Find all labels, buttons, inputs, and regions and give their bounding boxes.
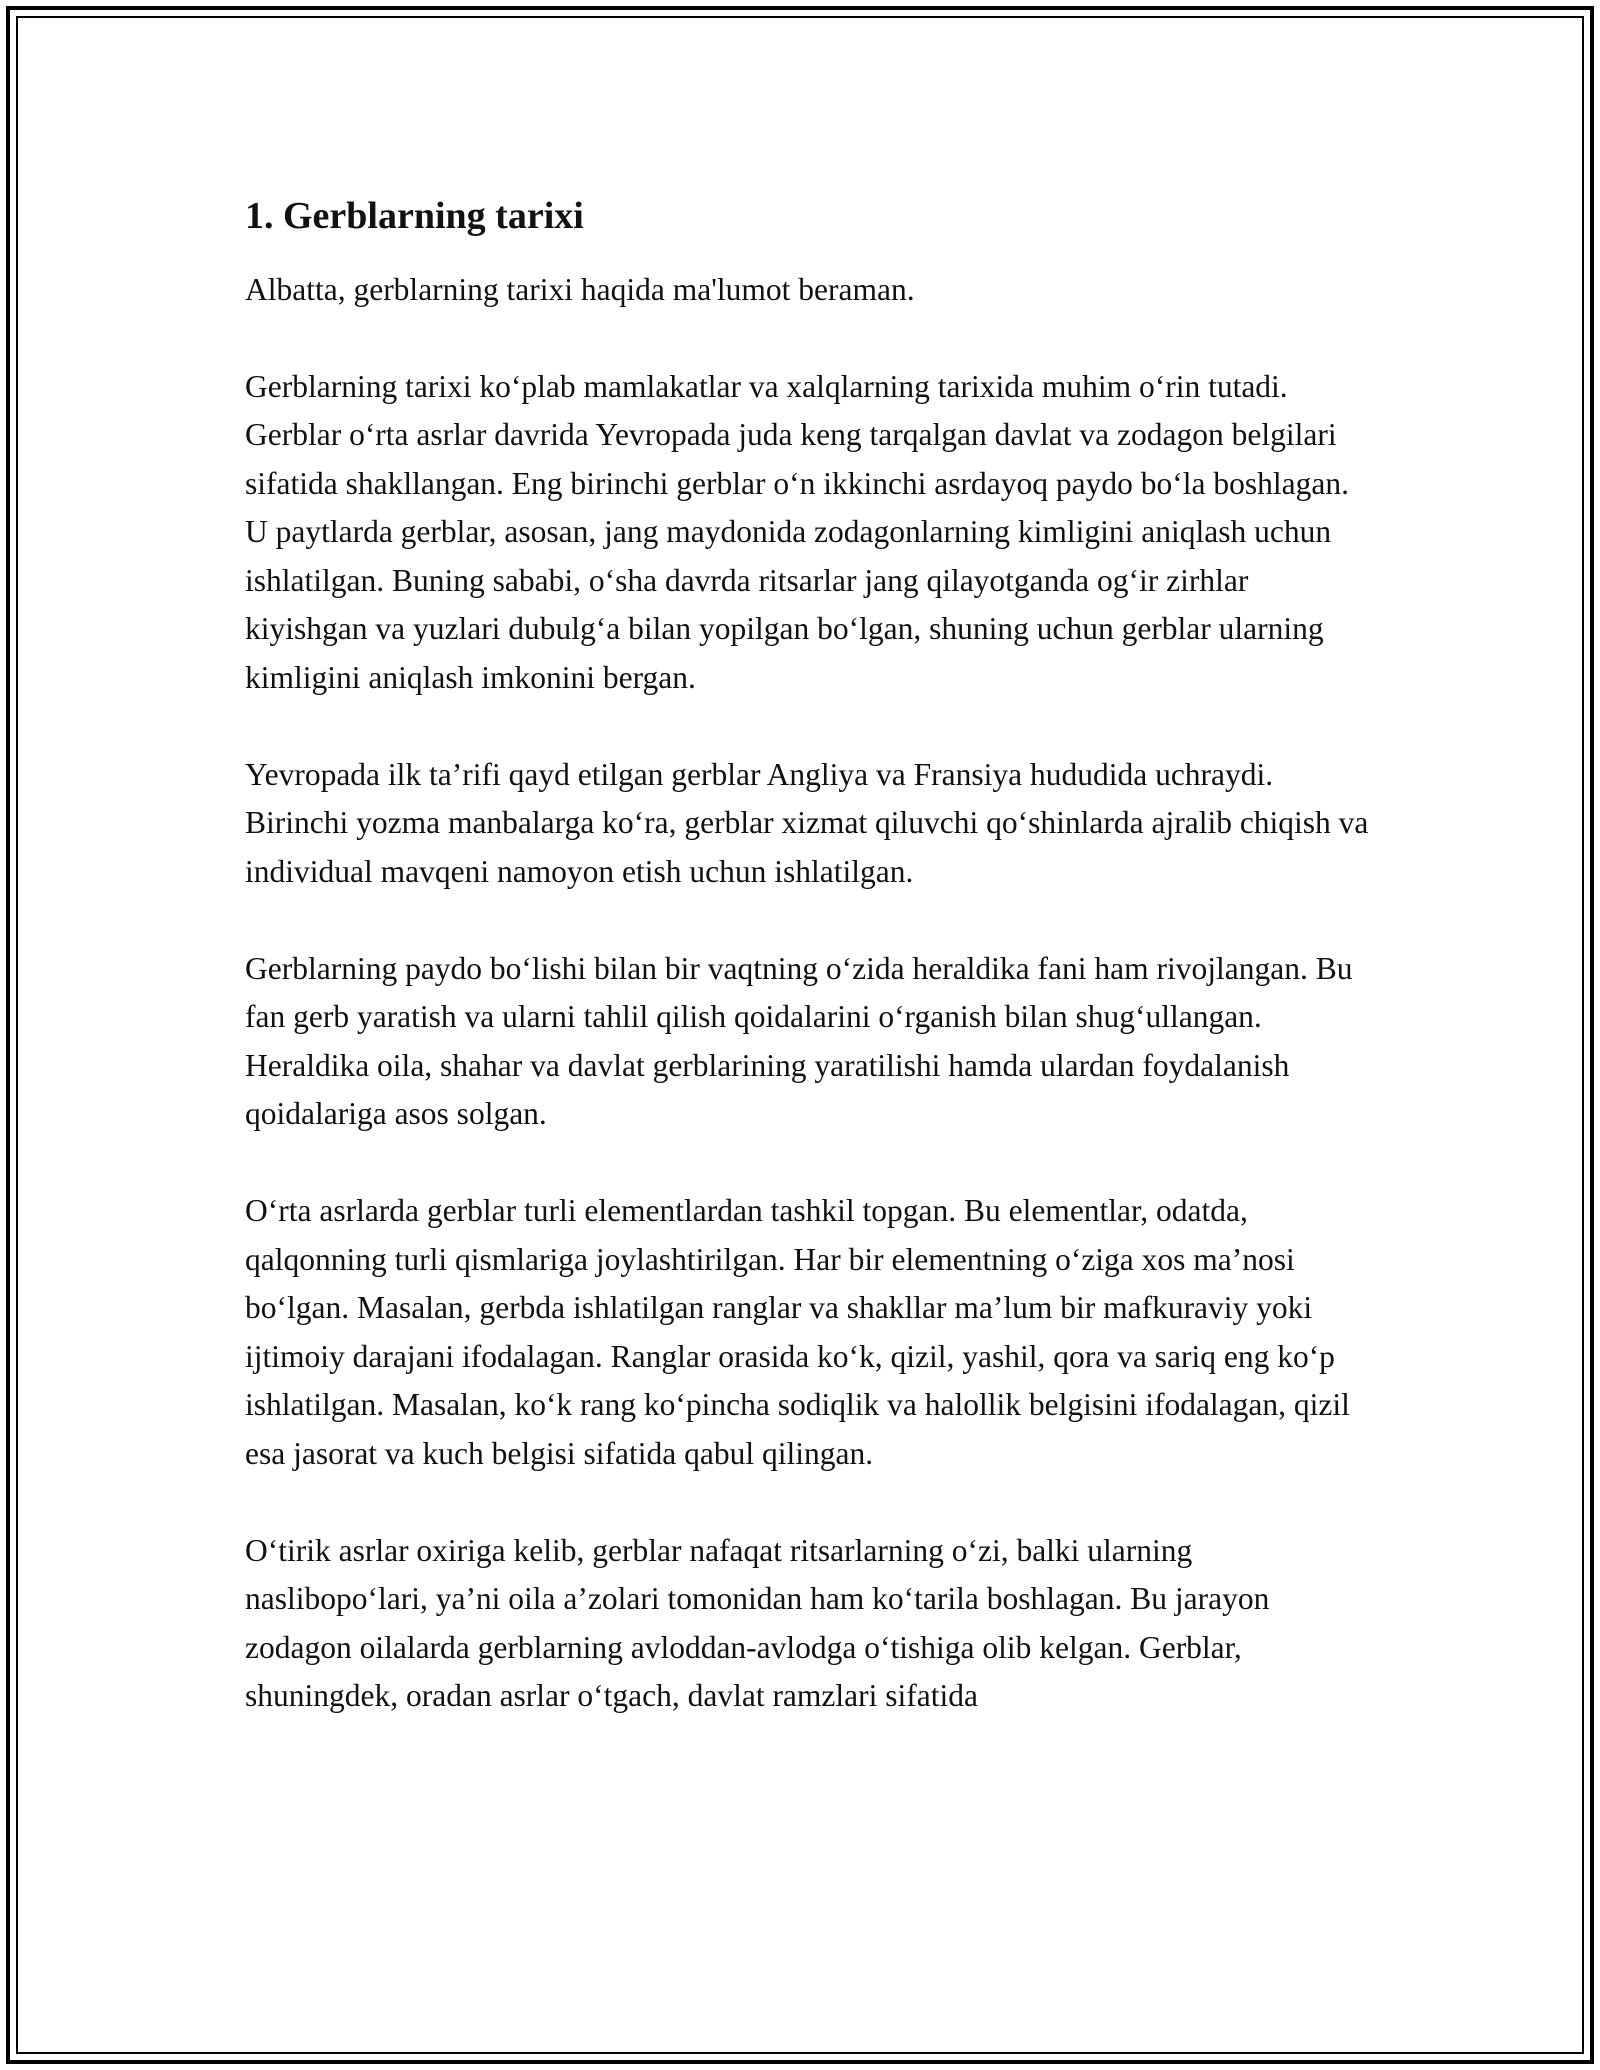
- paragraph-history: Gerblarning tarixi ko‘plab mamlakatlar va xalqlarning tarixida muhim o‘rin tutadi. Gerblar o‘rta asrlar davrida Yevropada juda keng tarqalgan davlat va zodagon belgilari sifatida shakllangan. Eng birinchi gerblar o‘n ikkinchi asrdayoq paydo bo‘la boshlagan. U paytlarda gerblar, asosan, jang maydonida zodagonlarning kimligini aniqlash uchun ishlatilgan. Buning sababi, o‘sha davrda ritsarlar jang qilayotganda og‘ir zirhlar kiyishgan va yuzlari dubulg‘a bilan yopilgan bo‘lgan, shuning uchun gerblar ularning kimligini aniqlash imkonini bergan.: [245, 368, 1349, 695]
- paragraph-elements: O‘rta asrlarda gerblar turli elementlardan tashkil topgan. Bu elementlar, odatda, qalqonning turli qismlariga joylashtirilgan. Har bir elementning o‘ziga xos ma’nosi bo‘lgan. Masalan, gerbda ishlatilgan ranglar va shakllar ma’lum bir mafkuraviy yoki ijtimoiy darajani ifodalagan. Ranglar orasida ko‘k, qizil, yashil, qora va sariq eng ko‘p ishlatilgan. Masalan, ko‘k rang ko‘pincha sodiqlik va halollik belgisini ifodalagan, qizil esa jasorat va kuch belgisi sifatida qabul qilingan.: [245, 1193, 1350, 1471]
- document-body: [245, 194, 1375, 1769]
- paragraph-intro: Albatta, gerblarning tarixi haqida ma'lumot beraman.: [245, 271, 915, 307]
- page-border: [6, 6, 1594, 2064]
- section-heading: 1. Gerblarning tarixi: [245, 195, 584, 237]
- paragraph-europe: Yevropada ilk ta’rifi qayd etilgan gerblar Angliya va Fransiya hududida uchraydi. Birinchi yozma manbalarga ko‘ra, gerblar xizmat qiluvchi qo‘shinlarda ajralib chiqish va individual mavqeni namoyon etish uchun ishlatilgan.: [245, 756, 1369, 889]
- paragraph-inheritance: O‘tirik asrlar oxiriga kelib, gerblar nafaqat ritsarlarning o‘zi, balki ularning naslibopo‘lari, ya’ni oila a’zolari tomonidan ham ko‘tarila boshlagan. Bu jarayon zodagon oilalarda gerblarning avloddan-avlodga o‘tishiga olib kelgan. Gerblar, shuningdek, oradan asrlar o‘tgach, davlat ramzlari sifatida: [245, 1532, 1270, 1714]
- paragraph-heraldry: Gerblarning paydo bo‘lishi bilan bir vaqtning o‘zida heraldika fani ham rivojlangan. Bu fan gerb yaratish va ularni tahlil qilish qoidalarini o‘rganish bilan shug‘ullangan. Heraldika oila, shahar va davlat gerblarining yaratilishi hamda ulardan foydalanish qoidalariga asos solgan.: [245, 950, 1353, 1132]
